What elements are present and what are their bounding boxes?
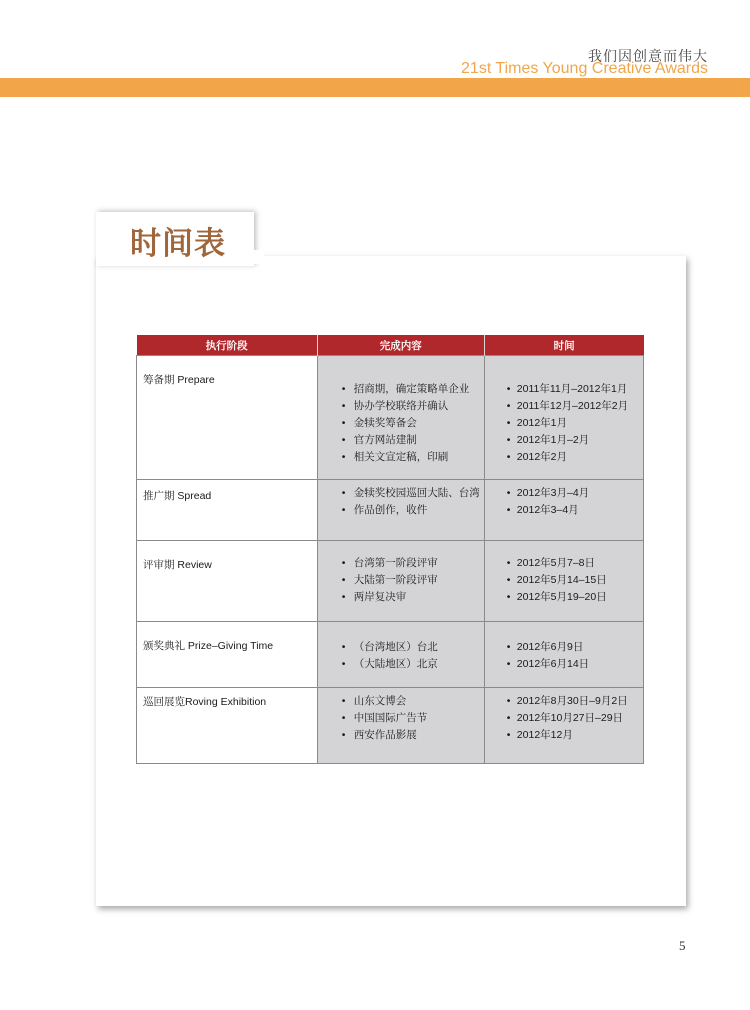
list-item: • 台湾第一阶段评审	[318, 555, 484, 572]
list-item: • 官方网站建制	[318, 432, 484, 449]
table-row	[137, 356, 644, 480]
header-stage: 执行阶段	[137, 335, 318, 356]
table-row	[137, 622, 644, 688]
list-item: • 2012年12月	[485, 727, 643, 744]
stage-cell: 推广期 Spread	[137, 480, 318, 541]
list-item: • 2012年1月–2月	[485, 432, 643, 449]
content-cell	[317, 622, 484, 688]
time-cell	[484, 541, 643, 622]
schedule-table	[136, 335, 644, 764]
header-bar	[0, 78, 750, 97]
list-item: • （大陆地区）北京	[318, 656, 484, 673]
content-cell	[317, 356, 484, 480]
list-item: • 2012年8月30日–9月2日	[485, 693, 643, 710]
list-item: • （台湾地区）台北	[318, 639, 484, 656]
stage-cell: 筹备期 Prepare	[137, 356, 318, 480]
list-item: • 山东文博会	[318, 693, 484, 710]
list-item: • 2012年10月27日–29日	[485, 710, 643, 727]
content-cell	[317, 541, 484, 622]
list-item: • 2012年6月9日	[485, 639, 643, 656]
list-item: • 中国国际广告节	[318, 710, 484, 727]
list-item: • 2011年12月–2012年2月	[485, 398, 643, 415]
table-row	[137, 541, 644, 622]
list-item: • 2012年3月–4月	[485, 485, 643, 502]
stage-cell: 巡回展览Roving Exhibition	[137, 688, 318, 764]
table-header-row	[137, 335, 644, 356]
list-item: • 2012年5月19–20日	[485, 589, 643, 606]
stage-cell: 颁奖典礼 Prize–Giving Time	[137, 622, 318, 688]
table-row	[137, 688, 644, 764]
list-item: • 2011年11月–2012年1月	[485, 381, 643, 398]
list-item: • 招商期，确定策略单企业	[318, 381, 484, 398]
content-cell	[317, 480, 484, 541]
page-title: 时间表	[130, 226, 226, 262]
list-item: • 2012年3–4月	[485, 502, 643, 519]
list-item: • 协办学校联络并确认	[318, 398, 484, 415]
table-row	[137, 480, 644, 541]
list-item: • 作品创作，收件	[318, 502, 484, 519]
header-slogan: 我们因创意而伟大	[588, 48, 708, 64]
header-content: 完成内容	[317, 335, 484, 356]
header-time: 时间	[484, 335, 643, 356]
content-cell	[317, 688, 484, 764]
list-item: • 2012年2月	[485, 449, 643, 466]
list-item: • 2012年1月	[485, 415, 643, 432]
stage-cell: 评审期 Review	[137, 541, 318, 622]
list-item: • 2012年5月7–8日	[485, 555, 643, 572]
time-cell	[484, 480, 643, 541]
list-item: • 大陆第一阶段评审	[318, 572, 484, 589]
list-item: • 西安作品影展	[318, 727, 484, 744]
header-title: 21st Times Young Creative Awards	[461, 60, 708, 77]
list-item: • 2012年6月14日	[485, 656, 643, 673]
time-cell	[484, 622, 643, 688]
page-number: 5	[679, 938, 686, 953]
list-item: • 相关文宣定稿，印刷	[318, 449, 484, 466]
list-item: • 金犊奖校园巡回大陆、台湾	[318, 485, 484, 502]
list-item: • 2012年5月14–15日	[485, 572, 643, 589]
time-cell	[484, 688, 643, 764]
list-item: • 两岸复决审	[318, 589, 484, 606]
list-item: • 金犊奖筹备会	[318, 415, 484, 432]
time-cell	[484, 356, 643, 480]
